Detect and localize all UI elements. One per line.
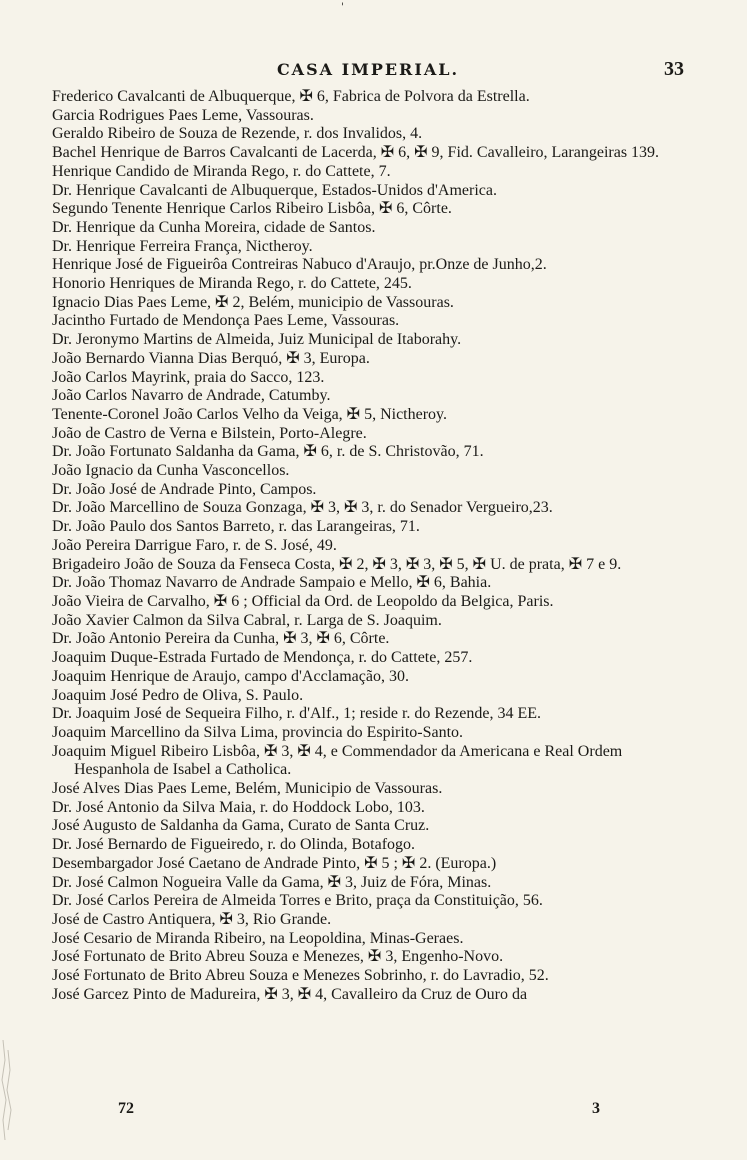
entry-line: Dr. José Bernardo de Figueiredo, r. do Olinda, Botafogo. bbox=[52, 836, 416, 854]
entry-line: Dr. Henrique da Cunha Moreira, cidade de Santos. bbox=[52, 218, 376, 236]
entry-line: Henrique Candido de Miranda Rego, r. do Cattete, 7. bbox=[52, 162, 391, 180]
entry-line: Dr. Jeronymo Martins de Almeida, Juiz Municipal de Itaborahy. bbox=[52, 331, 462, 349]
entry-line: Dr. João Paulo dos Santos Barreto, r. das Larangeiras, 71. bbox=[52, 518, 420, 536]
entry-line: Dr. João Antonio Pereira da Cunha, ✠ 3, ✠ 6, Côrte. bbox=[52, 630, 390, 648]
entry-line: José Fortunato de Brito Abreu Souza e Menezes Sobrinho, r. do Lavradio, 52. bbox=[52, 967, 549, 985]
entry-line: João Carlos Navarro de Andrade, Catumby. bbox=[52, 387, 331, 405]
entry-line: Joaquim Henrique de Araujo, campo d'Acclamação, 30. bbox=[52, 667, 409, 685]
entry-line: Geraldo Ribeiro de Souza de Rezende, r. dos Invalidos, 4. bbox=[52, 125, 423, 143]
entry-line: Joaquim Duque-Estrada Furtado de Mendonça, r. do Cattete, 257. bbox=[52, 649, 473, 667]
entry-line: Dr. Joaquim José de Sequeira Filho, r. d'Alf., 1; reside r. do Rezende, 34 EE. bbox=[52, 705, 542, 723]
signature-mark: 72 bbox=[118, 1100, 134, 1117]
entry-line: João Pereira Darrigue Faro, r. de S. José, 49. bbox=[52, 536, 337, 554]
entry-line: João Ignacio da Cunha Vasconcellos. bbox=[52, 462, 290, 480]
entry-line: João Carlos Mayrink, praia do Sacco, 123. bbox=[52, 368, 325, 386]
entry-line: Dr. Henrique Ferreira França, Nictheroy. bbox=[52, 237, 313, 255]
entry-line: Dr. João José de Andrade Pinto, Campos. bbox=[52, 480, 317, 498]
entry-line: João Bernardo Vianna Dias Berquó, ✠ 3, Europa. bbox=[52, 349, 370, 367]
entry-line: Dr. José Antonio da Silva Maia, r. do Hoddock Lobo, 103. bbox=[52, 798, 425, 816]
entry-line: Bachel Henrique de Barros Cavalcanti de Lacerda, ✠ 6, ✠ 9, Fid. Cavalleiro, Larangeiras 139. bbox=[52, 144, 660, 162]
entry-line: José de Castro Antiquera, ✠ 3, Rio Grande. bbox=[52, 910, 332, 928]
sheet-number: 3 bbox=[592, 1100, 600, 1117]
entry-line: João Xavier Calmon da Silva Cabral, r. Larga de S. Joaquim. bbox=[52, 611, 442, 629]
entry-line: Henrique José de Figueirôa Contreiras Nabuco d'Araujo, pr.Onze de Junho,2. bbox=[52, 256, 547, 274]
page-footer bbox=[0, 1100, 747, 1124]
top-mark: ' bbox=[341, 2, 344, 13]
entry-line: Segundo Tenente Henrique Carlos Ribeiro Lisbôa, ✠ 6, Côrte. bbox=[52, 200, 452, 218]
entry-line: Brigadeiro João de Souza da Fenseca Costa, ✠ 2, ✠ 3, ✠ 3, ✠ 5, ✠ U. de prata, ✠ 7 e 9. bbox=[52, 555, 622, 573]
entry-line: José Cesario de Miranda Ribeiro, na Leopoldina, Minas-Geraes. bbox=[52, 929, 464, 947]
entry-line: Garcia Rodrigues Paes Leme, Vassouras. bbox=[52, 106, 314, 124]
entry-line: Dr. João Fortunato Saldanha da Gama, ✠ 6, r. de S. Christovão, 71. bbox=[52, 443, 484, 461]
entry-line: Dr. José Calmon Nogueira Valle da Gama, ✠ 3, Juiz de Fóra, Minas. bbox=[52, 873, 492, 891]
entry-line: João de Castro de Verna e Bilstein, Porto-Alegre. bbox=[52, 424, 367, 442]
entry-list bbox=[52, 88, 692, 1004]
entry-line: Desembargador José Caetano de Andrade Pinto, ✠ 5 ; ✠ 2. (Europa.) bbox=[52, 854, 497, 872]
entry-line: José Fortunato de Brito Abreu Souza e Menezes, ✠ 3, Engenho-Novo. bbox=[52, 948, 504, 966]
entry-line: Jacintho Furtado de Mendonça Paes Leme, Vassouras. bbox=[52, 312, 400, 330]
entry-line: Joaquim José Pedro de Oliva, S. Paulo. bbox=[52, 686, 304, 704]
entry-line: Ignacio Dias Paes Leme, ✠ 2, Belém, municipio de Vassouras. bbox=[52, 293, 454, 311]
entry-line: José Alves Dias Paes Leme, Belém, Municipio de Vassouras. bbox=[52, 780, 443, 798]
entry-line: Joaquim Marcellino da Silva Lima, provincia do Espirito-Santo. bbox=[52, 723, 464, 741]
entry-line: Tenente-Coronel João Carlos Velho da Veiga, ✠ 5, Nictheroy. bbox=[52, 405, 448, 423]
entry-line: José Garcez Pinto de Madureira, ✠ 3, ✠ 4, Cavalleiro da Cruz de Ouro da bbox=[52, 985, 528, 1003]
page-header bbox=[48, 58, 688, 84]
entry-line: Dr. José Carlos Pereira de Almeida Torres e Brito, praça da Constituição, 56. bbox=[52, 892, 543, 910]
entry-line: Dr. João Marcellino de Souza Gonzaga, ✠ 3, ✠ 3, r. do Senador Vergueiro,23. bbox=[52, 499, 553, 517]
entry-line: João Vieira de Carvalho, ✠ 6 ; Official da Ord. de Leopoldo da Belgica, Paris. bbox=[52, 592, 554, 610]
entry-line: Honorio Henriques de Miranda Rego, r. do Cattete, 245. bbox=[52, 275, 412, 293]
binding-edge-mark bbox=[0, 1040, 14, 1140]
entry-line: Frederico Cavalcanti de Albuquerque, ✠ 6, Fabrica de Polvora da Estrella. bbox=[52, 88, 530, 105]
entry-line: Dr. João Thomaz Navarro de Andrade Sampaio e Mello, ✠ 6, Bahia. bbox=[52, 574, 492, 592]
entry-line: Joaquim Miguel Ribeiro Lisbôa, ✠ 3, ✠ 4, e Commendador da Americana e Real Ordem Hespanhola de Isabel a Catholica. bbox=[52, 742, 623, 779]
entry-line: José Augusto de Saldanha da Gama, Curato de Santa Cruz. bbox=[52, 817, 430, 835]
entry-line: Dr. Henrique Cavalcanti de Albuquerque, Estados-Unidos d'America. bbox=[52, 181, 497, 199]
running-title: CASA IMPERIAL. bbox=[276, 60, 460, 79]
page-number: 33 bbox=[664, 58, 684, 80]
